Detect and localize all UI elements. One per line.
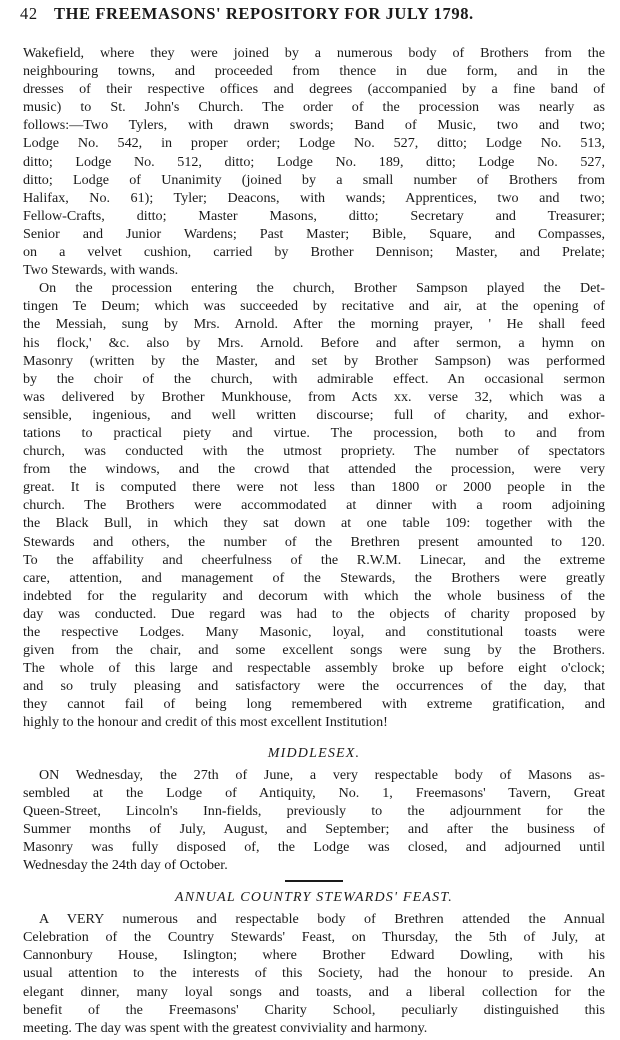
text-line: Masonry (written by the Master, and set by Brother Sampson) was performed [23,352,605,369]
text-line: and so truly pleasing and satisfactory were the occurrences of the day, that [23,678,605,695]
text-line: church, was conducted with the utmost propriety. The number of spectators [23,443,605,460]
text-line: dresses of their respective offices and degrees (accompanied by a fine band of [23,81,605,98]
text-line: Queen-Street, Lincoln's Inn-fields, previously to the adjournment for the [23,802,605,819]
text-line: Masonry was fully disposed of, the Lodge was closed, and adjourned until [23,838,605,855]
text-line: from the windows, and the crowd that attended the procession, were very [23,461,605,478]
text-line: benefit of the Freemasons' Charity School, peculiarly distinguished this [23,1001,605,1018]
text-line: follows:—Two Tylers, with drawn swords; Band of Music, two and two; [23,117,605,134]
text-line: Celebration of the Country Stewards' Feast, on Thursday, the 5th of July, at [23,929,605,946]
text-line: Senior and Junior Wardens; Past Master; Bible, Square, and Compasses, [23,225,605,242]
text-line: ditto; Lodge of Unanimity (joined by a small number of Brothers from [23,171,605,188]
text-line: his flock,' &c. also by Mrs. Arnold. Before and after sermon, a hymn on [23,334,605,351]
paragraph-stewards-feast [23,910,605,1037]
page-number: 42 [20,4,38,23]
text-line: day was conducted. Due regard was had to the objects of charity proposed by [23,605,605,622]
section-heading-middlesex: MIDDLESEX. [267,745,361,761]
text-line: the Messiah, sung by Mrs. Arnold. After the morning prayer, ' He shall feed [23,316,605,333]
text-line: was delivered by Brother Munkhouse, from Acts xx. verse 32, which was a [23,388,605,405]
running-title: THE FREEMASONS' REPOSITORY FOR JULY 1798. [54,4,474,23]
text-line: Wakefield, where they were joined by a numerous body of Brothers from the [23,45,605,61]
article-body [23,44,605,1037]
text-line: usual attention to the interests of this Society, had the honour to preside. An [23,965,605,982]
paragraph-procession [23,44,605,279]
text-line: Two Stewards, with wands. [23,262,179,279]
text-line: Wednesday the 24th day of October. [23,857,228,874]
text-line: great. It is computed there were not less than 1800 or 2000 people in the [23,479,605,496]
text-line: on a velvet cushion, carried by Brother Dennison; Master, and Prelate; [23,244,605,261]
text-line: Summer months of July, August, and September; and after the business of [23,820,605,837]
text-line: To the affability and cheerfulness of the R.W.M. Linecar, and the extreme [23,551,605,568]
text-line: Stewards and others, the number of the Brethren present amounted to 120. [23,533,605,550]
text-line: the respective Lodges. Many Masonic, loyal, and constitutional toasts were [23,624,605,640]
section-divider [285,880,343,882]
text-line: they cannot fail of being long remembered with extreme gratification, and [23,696,605,713]
text-line: highly to the honour and credit of this most excellent Institution! [23,714,388,731]
text-line: ON Wednesday, the 27th of June, a very respectable body of Masons as- [39,766,605,783]
text-line: Halifax, No. 61); Tyler; Deacons, with wands; Apprentices, two and two; [23,189,605,206]
text-line: tingen Te Deum; which was succeeded by recitative and air, at the opening of [23,298,605,315]
text-line: music) to St. John's Church. The order of the procession was nearly as [23,99,605,116]
paragraph-church-service [23,279,605,731]
text-line: Lodge No. 542, in proper order; Lodge No. 527, ditto; Lodge No. 513, [23,135,605,152]
text-line: sensible, ingenious, and well written discourse; full of charity, and exhor- [23,406,605,423]
text-line: Cannonbury House, Islington; where Brother Edward Dowling, with his [23,947,605,964]
text-line: sembled at the Lodge of Antiquity, No. 1, Freemasons' Tavern, Great [23,784,605,801]
text-line: ditto; Lodge No. 512, ditto; Lodge No. 189, ditto; Lodge No. 527, [23,153,605,170]
text-line: neighbouring towns, and proceeded from thence in due form, and in the [23,63,605,80]
text-line: indebted for the regularity and decorum with which the whole business of the [23,587,605,604]
page-header [20,4,605,28]
text-line: Fellow-Crafts, ditto; Master Masons, ditto; Secretary and Treasurer; [23,207,605,224]
text-line: the Black Bull, in which they sat down at one table 109: together with the [23,515,605,532]
text-line: meeting. The day was spent with the greatest conviviality and harmony. [23,1019,428,1036]
text-line: A VERY numerous and respectable body of Brethren attended the Annual [39,911,605,928]
text-line: The whole of this large and respectable assembly broke up before eight o'clock; [23,660,605,677]
text-line: tations to practical piety and virtue. The procession, both to and from [23,424,605,441]
section-heading-stewards-feast: ANNUAL COUNTRY STEWARDS' FEAST. [174,890,454,906]
text-line: On the procession entering the church, Brother Sampson played the Det- [39,280,605,297]
text-line: by the choir of the church, with admirable effect. An occasional sermon [23,370,605,387]
paragraph-middlesex [23,766,605,875]
text-line: given from the chair, and some excellent songs were sung by the Brothers. [23,642,605,659]
text-line: care, attention, and management of the Stewards, the Brothers were greatly [23,569,605,586]
text-line: elegant dinner, many loyal songs and toasts, and a liberal collection for the [23,983,605,1000]
text-line: church. The Brothers were accommodated at dinner with a room adjoining [23,497,605,514]
